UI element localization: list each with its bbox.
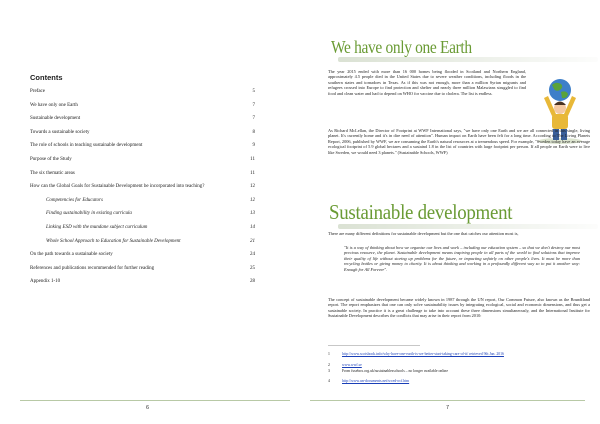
toc-entry[interactable] [30,130,255,136]
toc-entry-label: References and publications recommended for further reading [30,265,155,271]
toc-entry[interactable] [30,171,255,177]
paragraph-brundtland: The concept of sustainable development became widely known in 1987 through the UN report, Our Common Future, also known as the Brundtland report. The report emphasizes that one can only solve sustainability issues by integrating ecological, social and economic dimensions, and thus get a sustainable society. In practice it is a great challenge to take into account these three dimensions simultaneously, and the International Institute for Sustainable Development describes the conflicts that may arise in their report from 2010: [328,297,590,319]
footnote [328,379,590,383]
footnote-link[interactable]: www.wwf.se [342,363,362,367]
toc-entry[interactable] [46,225,255,231]
footnote-number: 2 [328,363,330,367]
heading-we-have-only-one-earth: We have only one Earth [331,37,472,57]
toc-entry[interactable] [46,198,255,204]
toc-entry-page: 28 [250,279,255,285]
toc-entry[interactable] [30,143,255,149]
toc-entry-label: Linking ESD with the mundane subject curriculum [46,225,148,230]
toc-entry-label: The six thematic areas [30,170,75,176]
paragraph-floods: The year 2015 ended with more than 16 000 homes being flooded in Scotland and Northern England, approximately 4.5 people died in the United States due to severe weather conditions, including floods in the southern states and tornadoes in Texas. As if this was not enough, more than a million Syrian migrants and refugees crossed into Europe to find protection and shelter and nearly three million Malawians struggled to find food and clean water and had to depend on WHO for vaccine due to cholera. The list is endless. [328,69,526,96]
toc-entry-label: Purpose of the Study [30,157,72,162]
toc-entry-label: Towards a sustainable society [30,129,90,135]
heading-sustainable-development: Sustainable development [329,200,513,224]
footnote-text: From fusebox.org.uk/sustainablesschools – no longer available online [342,369,449,373]
toc-entry-page: 21 [250,238,255,244]
toc-entry[interactable] [30,266,255,272]
toc-entry-page: 11 [250,170,255,176]
toc-entry-label: Preface [30,89,45,94]
toc-entry-page: 12 [250,197,255,203]
toc-entry-label: We have only one Earth [30,102,78,108]
toc-entry-page: 11 [250,157,255,162]
footnote [328,352,590,356]
toc-entry-label: Competencies for Educators [46,197,103,203]
toc-entry-page: 7 [252,102,255,108]
footer-rule-right [310,400,585,401]
right-page [300,0,600,424]
paragraph-definitions: There are many different definitions for sustainable development but the one that catches our attention most is, [328,231,519,236]
page-number-right: 7 [446,405,450,411]
toc-entry-page: 13 [250,211,255,217]
page-number-left: 6 [146,405,150,411]
toc-entry[interactable] [30,252,255,258]
footnote [328,369,590,373]
footnote-rule [328,345,420,346]
toc-entry[interactable] [30,279,255,285]
toc-entry-label: On the path towards a sustainable society [30,252,113,258]
toc-entry-page: 24 [250,252,255,258]
toc-entry-page: 8 [252,129,255,135]
quote-sustainable-development: "It is a way of thinking about how we organise our lives and work – including our education system – so that we don't destroy our most precious resource, the planet. Sustainable development means inspiring people in all parts of the world to find solutions that improve their quality of life without storing up problems for the future, or impacting unfairly on other people's lives. It must be more than recycling bottles or giving money to charity. It is about thinking and working in a profoundly different way so to put it another way: Enough for All Forever". [344,245,580,272]
contents-title: Contents [30,73,63,82]
footnote [328,363,590,367]
footnote-number: 4 [328,379,330,383]
toc-entry-page: 9 [252,143,255,149]
footnote-link[interactable]: http://www.un-documents.net/wced-ocf.htm [342,379,410,383]
paragraph-footprint: As Richard McLellan, the Director of Footprint at WWF International says, "we have only one Earth and we are all connected in this single, living planet. It's currently home and it's in dire need of attention". Human impact on Earth have been felt for a long time. According to The Living Planets Report, 2006, published by WWF, we are consuming the Earth's natural resources at a tremendous speed. For example, "Sweden today have an average ecological footprint of 5.9 global hectares and a sustaind 1.8 in the list of countries with large footprint per person. If all people on Earth were to live like Sweden, we would need 3 planets." (Sustainable Schools, WWF) [328,128,590,155]
toc-entry[interactable] [46,239,255,245]
footer-rule [20,400,290,401]
toc-entry[interactable] [30,184,255,190]
toc-entry-page: 25 [250,265,255,271]
toc-entry-page: 7 [252,116,255,122]
toc-entry-label: Appendix 1-10 [30,279,61,285]
footnote-number: 1 [328,352,330,356]
toc-entry[interactable] [30,89,255,95]
toc-entry[interactable] [30,116,255,122]
toc-entry-page: 5 [252,89,255,94]
footnote-number: 3 [328,369,330,373]
toc-entry[interactable] [30,157,255,163]
footnote-link[interactable]: http://www.scotsbook.info/why-have-one-earth-is-we-better-start-taking-care-of-it/ retrieved 9th Jan. 2016 [342,352,504,356]
toc-entry-label: Finding sustainability in existing curricula [46,211,132,217]
toc-entry-page: 12 [250,184,255,190]
toc-entry-label: Whole School Approach to Education for Sustainable Development [46,238,181,244]
toc-entry-label: Sustainable development [30,116,81,122]
toc-entry[interactable] [46,211,255,217]
toc-entry-label: How can the Global Goals for Sustainable Development be incorporated into teaching? [30,184,205,190]
toc-entry-label: The role of schools in teaching sustainable development [30,143,143,149]
toc-entry-page: 14 [250,225,255,230]
toc-entry[interactable] [30,103,255,109]
